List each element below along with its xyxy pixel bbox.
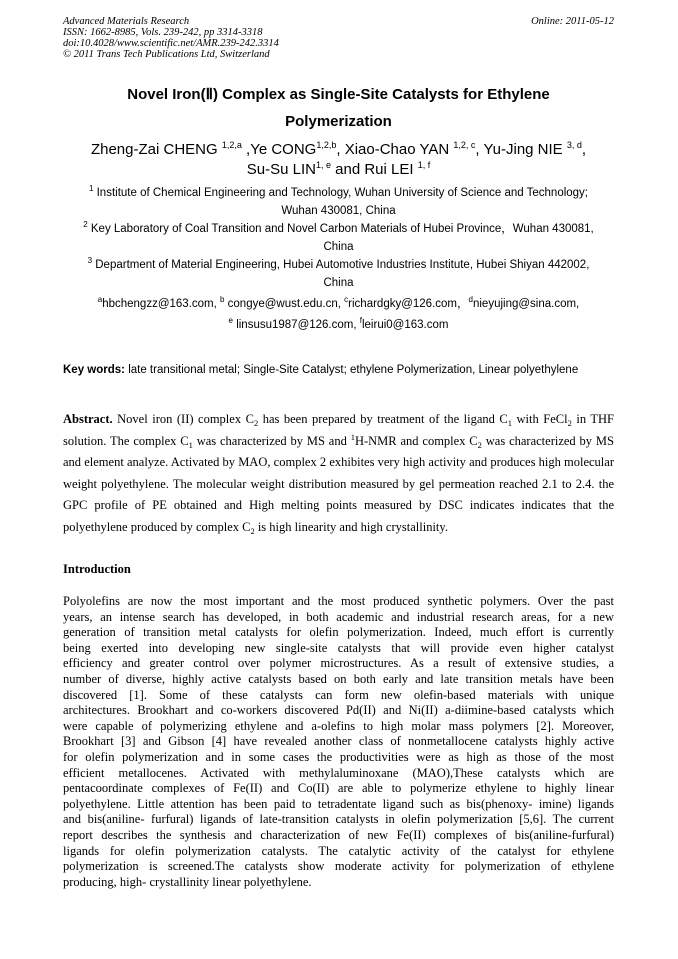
abstract-text: has been prepared by treatment of the ligand C [258, 412, 508, 426]
author-affiliation-mark: 1, f [417, 160, 431, 170]
email-mark: d [468, 295, 473, 304]
author-name: and Rui LEI [330, 161, 418, 178]
affiliation-1 [63, 184, 614, 220]
introduction-line: architectures. Brookhart and co-workers discovered Pd(II) and Ni(II) a-diimine-based catalysts which [63, 703, 614, 718]
introduction-line: report describes the synthesis and characterization of new Fe(II) complexes of bis(aniline-furfural) [63, 827, 614, 842]
abstract-section [63, 409, 614, 538]
journal-issn: ISSN: 1662-8985, Vols. 239-242, pp 3314-3318 [63, 27, 263, 38]
abstract-label: Abstract. [63, 412, 113, 426]
email-link[interactable]: leirui0@163.com [361, 319, 449, 331]
email-mark: a [97, 295, 103, 304]
author-line-1 [63, 140, 614, 160]
journal-doi: doi:10.4028/www.scientific.net/AMR.239-242.3314 [63, 38, 279, 49]
introduction-line: for olefin polymerization and in some cases the productivities were as high as those of the most [63, 749, 614, 764]
subscript: 2 [250, 525, 255, 536]
introduction-line: ligands for olefin polymerization catalysts. The catalytic activity of the catalyst for ethylene [63, 843, 614, 858]
introduction-body [63, 594, 614, 890]
email-mark: b [220, 295, 225, 304]
email-mark: e [228, 316, 233, 325]
affiliation-text: Wuhan 430081, China [281, 205, 396, 217]
abstract-text: was characterized by MS and [192, 433, 351, 448]
affiliation-number: 3 [87, 256, 93, 265]
introduction-line: being exerted into developing new single-site catalysts that will provide even higher catalyst [63, 640, 614, 655]
introduction-heading: Introduction [63, 562, 131, 576]
email-link[interactable]: richardgky@126.com， [348, 298, 469, 310]
affiliation-3 [63, 256, 614, 292]
introduction-line: efficient metallocenes. Activated with methylaluminoxane (MAO),These catalysts which are [63, 765, 614, 780]
email-mark: c [344, 295, 349, 304]
online-date: Online: 2011-05-12 [531, 16, 614, 27]
subscript: 1 [188, 439, 193, 450]
abstract-text: was characterized by MS and element analyze. Activated by MAO, complex 2 exhibites very high activity and produces high molecular weight polyethylene. The molecular weight distribution measured by gel permeation reached 2.1 to 2.4. the GPC profile of PE obtained and High melting points measured by DSC indicates indicates that the polyethylene produced by complex C [63, 433, 614, 534]
keywords-label: Key words: [63, 364, 125, 376]
affiliation-number: 2 [83, 220, 88, 229]
author-list [63, 140, 614, 180]
introduction-line: years, an intense search has developed, in both academic and industrial research areas, for a new [63, 609, 614, 624]
email-link[interactable]: nieyujing@sina.com, [472, 298, 580, 310]
abstract-text: in THF solution. The complex C [63, 412, 614, 448]
affiliation-text: China [323, 277, 354, 289]
title-line-2: Polymerization [285, 113, 392, 130]
introduction-line: were capable of polymerizing ethylene and a-olefins to high molar mass polymers [2]. Moreover, [63, 718, 614, 733]
journal-copyright: © 2011 Trans Tech Publications Ltd, Switzerland [63, 49, 270, 60]
affiliation-number: 1 [88, 184, 94, 193]
keywords-text: late transitional metal; Single-Site Catalyst; ethylene Polymerization, Linear polyethylene [125, 364, 579, 376]
author-name: ,Ye CONG [241, 141, 317, 158]
author-affiliation-mark: 1,2,b [316, 140, 337, 150]
affiliation-text: Department of Material Engineering, Hubei Automotive Industries Institute, Hubei Shiyan 442002, [92, 259, 590, 271]
journal-name: Advanced Materials Research [63, 16, 190, 27]
affiliation-2 [63, 220, 614, 256]
affiliation-text: Institute of Chemical Engineering and Technology, Wuhan University of Science and Technology; [93, 187, 589, 199]
introduction-line: and bis(aniline- furfural) ligands of late-transition catalysts in olefin polymerization [5,6]. The current [63, 812, 614, 827]
author-affiliation-mark: 1, e [315, 160, 331, 170]
subscript: 2 [567, 418, 572, 428]
author-name: Zheng-Zai CHENG [90, 141, 222, 158]
email-link[interactable]: congye@wust.edu.cn, [224, 298, 345, 310]
introduction-line: generation of transition metal catalysts for olefin polymerization. Indeed, much effort is currently [63, 625, 614, 640]
author-affiliation-mark: 1,2, c [453, 140, 476, 150]
author-affiliation-mark: 3, d [566, 140, 582, 150]
journal-header [63, 16, 279, 60]
abstract-text: H-NMR and complex C [354, 433, 478, 448]
author-name: , Yu-Jing NIE [475, 141, 567, 158]
introduction-line: polyethylene. Little attention has been paid to tetradentate ligand such as bis(phenoxy- imine) ligands [63, 796, 614, 811]
affiliation-text: Key Laboratory of Coal Transition and Novel Carbon Materials of Hubei Province，Wuhan 430081, [87, 223, 594, 235]
email-link[interactable]: hbchengzz@163.com, [102, 298, 220, 310]
abstract-text: with FeCl [512, 412, 568, 426]
paper-title [63, 81, 614, 135]
keywords-section [63, 360, 614, 380]
email-mark: f [359, 316, 362, 325]
introduction-line: number of diverse, highly active catalysts based on both early and late transition metals have been [63, 671, 614, 686]
introduction-line: polymerization is screened.The catalysts show moderate activity for polymerization of ethylene [63, 859, 614, 874]
author-name: , Xiao-Chao YAN [336, 141, 454, 158]
email-link[interactable]: linsusu1987@126.com, [233, 319, 360, 331]
introduction-line: pentacoordinate complexes of Fe(II) and Co(II) are able to polymerize ethylene to highly linear [63, 781, 614, 796]
title-line-1: Novel Iron(Ⅱ) Complex as Single-Site Catalysts for Ethylene [127, 86, 550, 103]
email-line-1 [63, 294, 614, 315]
introduction-line: discovered [1]. Some of these catalysts can form new olefin-based materials with unique [63, 687, 614, 702]
subscript: 2 [477, 439, 482, 450]
introduction-line: Polyolefins are now the most important and the most produced synthetic polymers. Over the past [63, 594, 614, 608]
introduction-line: producing, high- crystallinity linear polyethylene. [63, 874, 312, 889]
subscript: 2 [253, 418, 259, 428]
author-separator: , [581, 141, 587, 158]
subscript: 1 [507, 418, 513, 428]
author-name: Su-Su LIN [246, 161, 316, 178]
abstract-text: is high linearity and high crystallinity. [254, 519, 448, 534]
introduction-line: efficiency and greater control over polymer microstructures. As a result of extensive studies, a [63, 656, 614, 671]
email-list [63, 294, 614, 336]
author-line-2 [63, 160, 614, 180]
affiliation-text: China [323, 241, 354, 253]
introduction-line: Brookhart [3] and Gibson [4] have revealed another class of nonmetallocene catalysts highly active [63, 734, 614, 749]
superscript: 1 [350, 431, 355, 442]
abstract-text: Novel iron (II) complex C [112, 412, 254, 426]
email-line-2 [63, 315, 614, 336]
author-affiliation-mark: 1,2,a [221, 140, 242, 150]
